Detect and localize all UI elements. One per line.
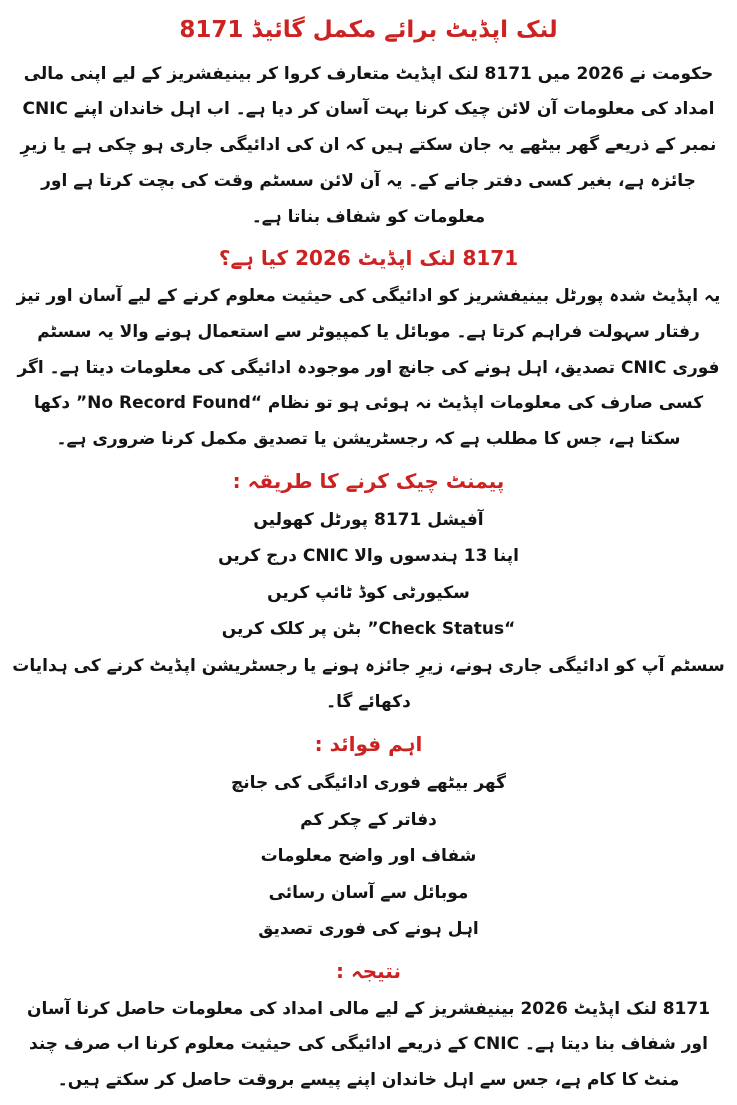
section-heading-method: پیمنٹ چیک کرنے کا طریقہ : <box>232 468 505 493</box>
section-heading-conclusion: نتیجہ : <box>336 958 401 983</box>
section-heading-what-is: 8171 لنک اپڈیٹ 2026 کیا ہے؟ <box>218 246 519 271</box>
method-step: آفیشل 8171 پورٹل کھولیں <box>253 509 484 530</box>
method-step: “Check Status” بٹن پر کلک کریں <box>221 619 516 640</box>
conclusion-paragraph: 8171 لنک اپڈیٹ 2026 بینیفشریز کے لیے مالی امداد کی معلومات حاصل کرنا آسان اور شفاف بنا دیتا ہے۔ CNIC کے ذریعے ادائیگی کی حیثیت معلوم کرنا اب صرف چند منٹ کا کام ہے، جس سے اہل خاندان اپنے پیسے بروقت حاصل کر سکتے ہیں۔ <box>26 998 711 1091</box>
benefit-item: موبائل سے آسان رسائی <box>268 882 469 903</box>
benefit-item: دفاتر کے چکر کم <box>300 809 437 830</box>
page-title: لنک اپڈیٹ برائے مکمل گائیڈ 8171 <box>179 17 558 43</box>
method-steps-list <box>12 502 725 721</box>
benefit-item: گھر بیٹھے فوری ادائیگی کی جانچ <box>230 772 507 793</box>
section-heading-benefits: اہم فوائد : <box>314 731 423 756</box>
benefit-item: شفاف اور واضح معلومات <box>260 846 477 867</box>
method-step: سکیورٹی کوڈ ٹائپ کریں <box>267 582 470 603</box>
benefits-list <box>12 765 725 948</box>
intro-paragraph: حکومت نے 2026 میں 8171 لنک اپڈیٹ متعارف کروا کر بینیفشریز کے لیے اپنی مالی امداد کی معلومات آن لائن چیک کرنا بہت آسان کر دیا ہے۔ اب اہل خاندان اپنے CNIC نمبر کے ذریعے گھر بیٹھے یہ جان سکتے ہیں کہ ان کی ادائیگی جاری ہو چکی ہے یا زیرِ جائزہ ہے، بغیر کسی دفتر جانے کے۔ یہ آن لائن سسٹم وقت کی بچت کرتا ہے اور معلومات کو شفاف بناتا ہے۔ <box>20 63 717 227</box>
method-step: سسٹم آپ کو ادائیگی جاری ہونے، زیرِ جائزہ ہونے یا رجسٹریشن اپڈیٹ کرنے کی ہدایات دکھائے گا۔ <box>12 655 725 713</box>
what-is-paragraph: یہ اپڈیٹ شدہ پورٹل بینیفشریز کو ادائیگی کی حیثیت معلوم کرنے کے لیے آسان اور تیز رفتار سہولت فراہم کرتا ہے۔ موبائل یا کمپیوٹر سے استعمال ہونے والا یہ سسٹم فوری CNIC تصدیق، اہل ہونے کی جانچ اور موجودہ ادائیگی کی معلومات دیتا ہے۔ اگر کسی صارف کی معلومات اپڈیٹ نہ ہوئی ہو تو نظام “No Record Found” دکھا سکتا ہے، جس کا مطلب ہے کہ رجسٹریشن یا تصدیق مکمل کرنا ضروری ہے۔ <box>16 286 721 449</box>
method-step: اپنا 13 ہندسوں والا CNIC درج کریں <box>218 546 519 567</box>
benefit-item: اہل ہونے کی فوری تصدیق <box>258 919 479 940</box>
